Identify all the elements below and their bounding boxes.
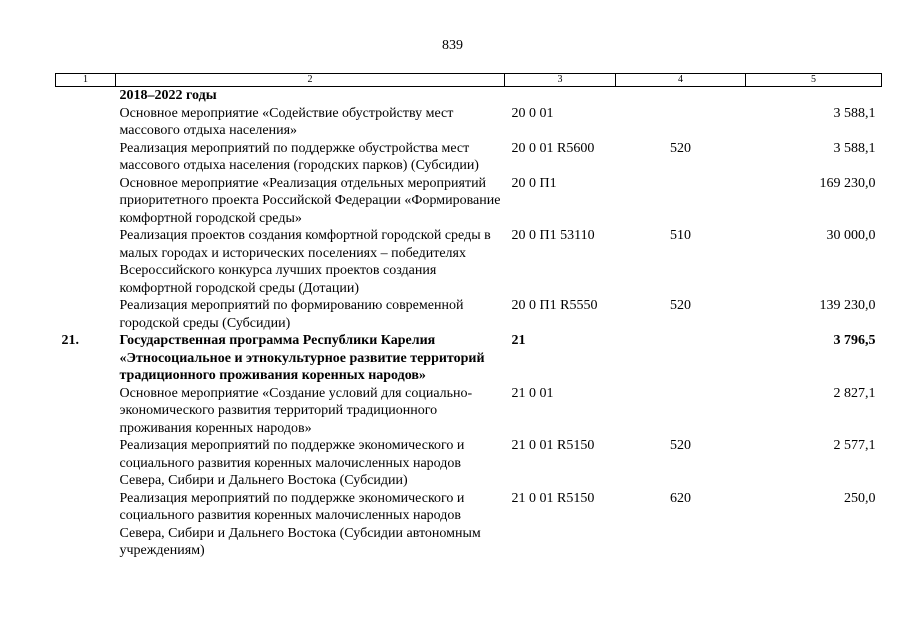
row-sum: 250,0	[844, 490, 876, 506]
row-number	[56, 385, 116, 438]
row-type	[616, 105, 746, 140]
table-row	[56, 385, 882, 438]
table-row	[56, 140, 882, 175]
row-name: 2018–2022 годы	[119, 88, 217, 103]
row-sum: 169 230,0	[819, 175, 876, 191]
row-sum: 3 588,1	[833, 105, 876, 121]
row-type: 520	[670, 140, 691, 156]
row-number	[56, 175, 116, 228]
table-row	[56, 490, 882, 560]
row-code: 21 0 01 R5150	[511, 490, 595, 506]
table-row	[56, 297, 882, 332]
row-sum: 3 588,1	[833, 140, 876, 156]
row-type	[616, 332, 746, 385]
row-type: 510	[670, 228, 691, 243]
row-name: Реализация мероприятий по поддержке обустройства мест массового отдыха населения (городских парков) (Субсидии)	[119, 140, 479, 173]
row-number	[56, 140, 116, 175]
row-number	[56, 105, 116, 140]
row-code: 20 0 П1 R5550	[511, 298, 598, 313]
header-row	[56, 74, 882, 87]
row-type	[616, 385, 746, 438]
row-code: 20 0 01	[511, 105, 554, 121]
row-name: Основное мероприятие «Создание условий для социально-экономического развития территорий традиционного проживания коренных народов»	[119, 385, 473, 436]
column-header-3: 3	[505, 74, 616, 87]
row-type	[616, 175, 746, 228]
column-header-1: 1	[56, 74, 116, 87]
row-name: Основное мероприятие «Реализация отдельных мероприятий приоритетного проекта Российской Федерации «Формирование комфортной городской среды»	[119, 175, 501, 226]
row-code: 21 0 01	[511, 385, 554, 401]
table-header	[56, 74, 882, 87]
row-number	[56, 437, 116, 490]
row-name: Государственная программа Республики Карелия «Этносоциальное и этнокультурное развитие территорий традиционного проживания коренных народов»	[119, 333, 485, 383]
row-sum: 30 000,0	[826, 228, 876, 243]
table-body	[56, 87, 882, 560]
row-code: 20 0 П1	[511, 175, 557, 191]
row-sum: 139 230,0	[819, 298, 876, 313]
row-name: Реализация мероприятий по формированию современной городской среды (Субсидии)	[119, 298, 464, 331]
column-header-5: 5	[746, 74, 882, 87]
row-type: 520	[670, 298, 691, 313]
row-type: 520	[670, 438, 691, 453]
row-name: Основное мероприятие «Содействие обустройству мест массового отдыха населения»	[119, 105, 454, 138]
table-row	[56, 87, 882, 105]
row-number	[56, 490, 116, 560]
row-code: 21	[511, 333, 526, 348]
table-row	[56, 437, 882, 490]
table-row	[56, 175, 882, 228]
row-sum	[746, 87, 882, 105]
row-number	[56, 87, 116, 105]
row-name: Реализация проектов создания комфортной городской среды в малых городах и исторических поселениях – победителях Всероссийского конкурса лучших проектов создания комфортной городской среды (Дотации)	[119, 228, 491, 296]
row-type	[616, 87, 746, 105]
row-number: 21.	[61, 333, 79, 348]
row-code: 20 0 01 R5600	[511, 140, 595, 156]
row-sum: 3 796,5	[833, 333, 876, 348]
row-code: 21 0 01 R5150	[511, 438, 595, 453]
row-number	[56, 227, 116, 297]
row-number	[56, 297, 116, 332]
row-name: Реализация мероприятий по поддержке экономического и социального развития коренных малочисленных народов Севера, Сибири и Дальнего Востока (Субсидии автономным учреждениям)	[119, 490, 481, 558]
row-type: 620	[670, 490, 691, 506]
row-sum: 2 827,1	[833, 385, 876, 401]
row-name: Реализация мероприятий по поддержке экономического и социального развития коренных малочисленных народов Севера, Сибири и Дальнего Востока (Субсидии)	[119, 438, 465, 488]
budget-table	[55, 73, 882, 560]
column-header-4: 4	[616, 74, 746, 87]
page-number: 839	[442, 38, 463, 53]
row-code: 20 0 П1 53110	[511, 228, 595, 243]
table-row	[56, 105, 882, 140]
column-header-2: 2	[116, 74, 505, 87]
row-sum: 2 577,1	[833, 438, 876, 453]
row-code	[505, 87, 616, 105]
table-row	[56, 227, 882, 297]
table-row	[56, 332, 882, 385]
